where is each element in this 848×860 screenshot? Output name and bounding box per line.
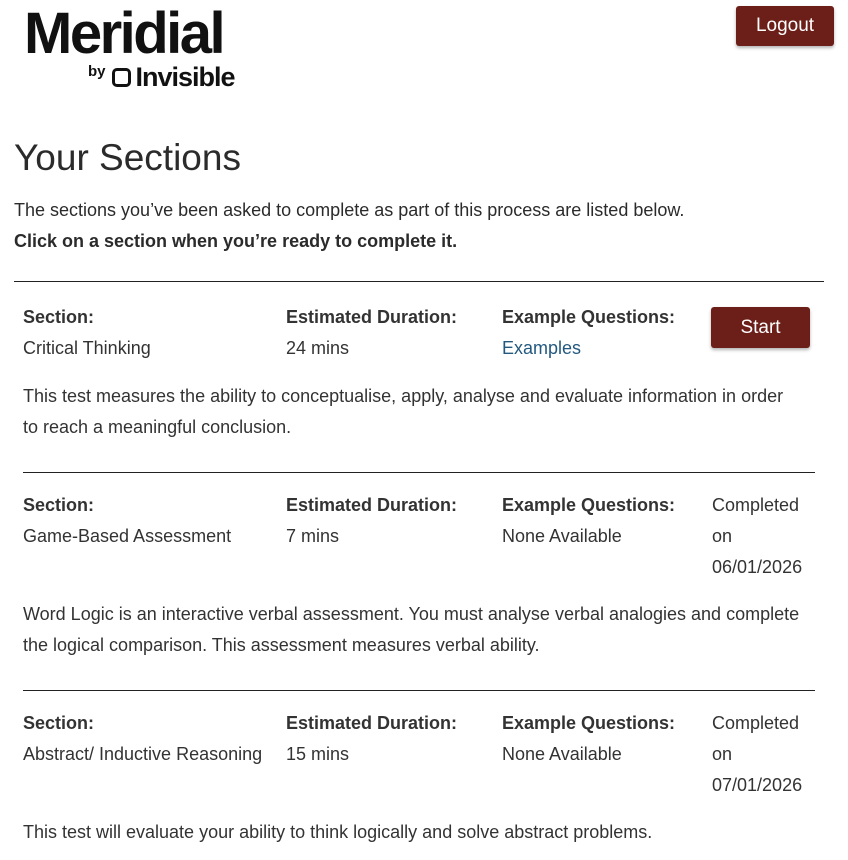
section-label: Section: [23,495,95,515]
duration-label: Estimated Duration: [286,307,458,327]
section-description: Word Logic is an interactive verbal assessment. You must analyse verbal analogies and complete the logical comparison. This assessment measures verbal ability. [23,604,800,655]
completion-date: 07/01/2026 [712,775,803,795]
duration-column [286,490,457,552]
examples-value: None Available [502,526,622,546]
intro-instruction: Click on a section when you’re ready to complete it. [14,231,458,251]
examples-column [502,708,675,770]
section-name-column [23,490,231,552]
divider [23,472,815,473]
completion-status [712,490,822,583]
logo-brand: Invisible [135,62,235,92]
duration-column [286,708,457,770]
examples-label: Example Questions: [502,713,676,733]
divider [23,690,815,691]
page-title: Your Sections [14,137,241,178]
section-description: This test measures the ability to conceptualise, apply, analyse and evaluate information in order to reach a meaningful conclusion. [23,386,784,437]
divider [14,281,824,282]
section-name-column [23,708,262,770]
duration-column [286,302,457,364]
section-name: Game-Based Assessment [23,526,232,546]
section-label: Section: [23,713,95,733]
section-label: Section: [23,307,95,327]
duration-label: Estimated Duration: [286,713,458,733]
duration-value: 24 mins [286,338,350,358]
completion-date: 06/01/2026 [712,557,803,577]
examples-label: Example Questions: [502,495,676,515]
section-name: Critical Thinking [23,338,151,358]
start-button[interactable]: Start [711,307,810,348]
completion-status [712,708,822,801]
logout-button[interactable]: Logout [736,6,834,46]
meridial-logo [24,1,254,96]
status-completed: Completed [712,495,800,515]
status-on: on [712,526,733,546]
status-completed: Completed [712,713,800,733]
intro-text [14,195,684,257]
duration-value: 15 mins [286,744,350,764]
intro-description: The sections you’ve been asked to complete as part of this process are listed below. [14,200,685,220]
section-name: Abstract/ Inductive Reasoning [23,744,263,764]
section-description: This test will evaluate your ability to think logically and solve abstract problems. [23,822,653,842]
rounded-square-icon [112,68,131,87]
logo-title: Meridial [24,1,224,66]
examples-link[interactable]: Examples [502,338,582,358]
examples-label: Example Questions: [502,307,676,327]
logo-by: by [88,62,106,80]
examples-column [502,490,675,552]
examples-value: None Available [502,744,622,764]
status-on: on [712,744,733,764]
examples-column [502,302,675,364]
logo-subtitle [88,62,235,92]
section-name-column [23,302,151,364]
duration-label: Estimated Duration: [286,495,458,515]
duration-value: 7 mins [286,526,340,546]
